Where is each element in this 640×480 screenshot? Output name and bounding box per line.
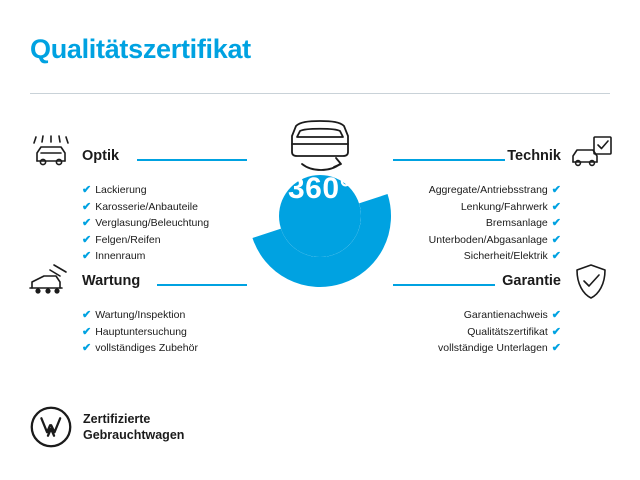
list-item-label: Lackierung [95, 184, 147, 196]
360-check-graphic [238, 120, 402, 320]
list-item-label: Lenkung/Fahrwerk [460, 200, 548, 213]
check-icon: ✔ [551, 309, 561, 321]
list-item-label: Aggregate/Antriebsstrang [428, 184, 548, 196]
section-header [82, 148, 247, 170]
checklist-technik [393, 182, 561, 265]
badge-360-label: 360° [287, 172, 353, 205]
checklist-optik [82, 182, 247, 265]
check-icon: ✔ [551, 250, 561, 262]
section-rule [393, 284, 495, 286]
footer-text [83, 411, 184, 443]
list-item-label: Hauptuntersuchung [95, 325, 187, 338]
check-icon: ✔ [82, 217, 92, 229]
title-divider [30, 93, 610, 94]
footer-line-2: Gebrauchtwagen [83, 428, 185, 442]
list-item-label: Verglasung/Beleuchtung [95, 217, 210, 229]
list-item [393, 182, 561, 199]
check-icon: ✔ [551, 325, 561, 338]
section-rule [137, 159, 247, 161]
footer-branding [30, 406, 184, 448]
section-optik [82, 148, 247, 281]
list-item [82, 340, 247, 357]
list-item-label: Garantienachweis [463, 309, 548, 321]
list-item-label: Bremsanlage [485, 217, 548, 229]
check-icon: ✔ [551, 184, 561, 196]
car-wash-icon [28, 135, 74, 174]
check-icon: ✔ [551, 233, 561, 246]
check-icon: ✔ [551, 342, 561, 354]
ring-label: Gebrauchtwagen-Check [256, 263, 384, 316]
check-icon: ✔ [551, 217, 561, 229]
list-item [393, 307, 561, 324]
section-garantie [393, 273, 561, 373]
list-item [393, 199, 561, 216]
section-rule [393, 159, 505, 161]
car-checklist-icon [570, 135, 614, 174]
section-title: Wartung [82, 273, 141, 289]
list-item [393, 340, 561, 357]
check-icon: ✔ [82, 233, 92, 246]
list-item [82, 307, 247, 324]
check-icon: ✔ [82, 200, 92, 213]
list-item [393, 324, 561, 341]
tow-truck-icon [26, 262, 74, 303]
list-item-label: Qualitätszertifikat [467, 325, 548, 338]
list-item-label: Sicherheit/Elektrik [463, 250, 548, 262]
list-item [82, 182, 247, 199]
section-wartung [82, 273, 247, 373]
footer-line-1: Zertifizierte [83, 412, 151, 426]
section-title: Technik [507, 148, 561, 164]
list-item [393, 232, 561, 249]
check-icon: ✔ [551, 200, 561, 213]
list-item-label: Wartung/Inspektion [95, 309, 186, 321]
section-title: Optik [82, 148, 120, 164]
section-header [393, 273, 561, 295]
vw-logo-icon [30, 406, 72, 448]
check-icon: ✔ [82, 184, 92, 196]
list-item [82, 324, 247, 341]
section-header [82, 273, 247, 295]
car-top-view-icon [278, 120, 362, 182]
section-header [393, 148, 561, 170]
section-rule [157, 284, 247, 286]
section-technik [393, 148, 561, 281]
shield-check-icon [573, 262, 609, 307]
list-item [82, 215, 247, 232]
page-title: Qualitätszertifikat [30, 34, 251, 64]
list-item [393, 215, 561, 232]
checklist-wartung [82, 307, 247, 357]
list-item [82, 248, 247, 265]
list-item-label: Karosserie/Anbauteile [95, 200, 198, 213]
section-title: Garantie [502, 273, 561, 289]
list-item-label: vollständige Unterlagen [438, 342, 548, 354]
check-icon: ✔ [82, 309, 92, 321]
list-item [393, 248, 561, 265]
list-item [82, 232, 247, 249]
check-icon: ✔ [82, 342, 92, 354]
list-item-label: Innenraum [95, 250, 146, 262]
list-item-label: vollständiges Zubehör [95, 342, 198, 354]
checklist-garantie [393, 307, 561, 357]
check-icon: ✔ [82, 250, 92, 262]
list-item [82, 199, 247, 216]
list-item-label: Felgen/Reifen [95, 233, 161, 246]
check-icon: ✔ [82, 325, 92, 338]
list-item-label: Unterboden/Abgasanlage [428, 233, 548, 246]
